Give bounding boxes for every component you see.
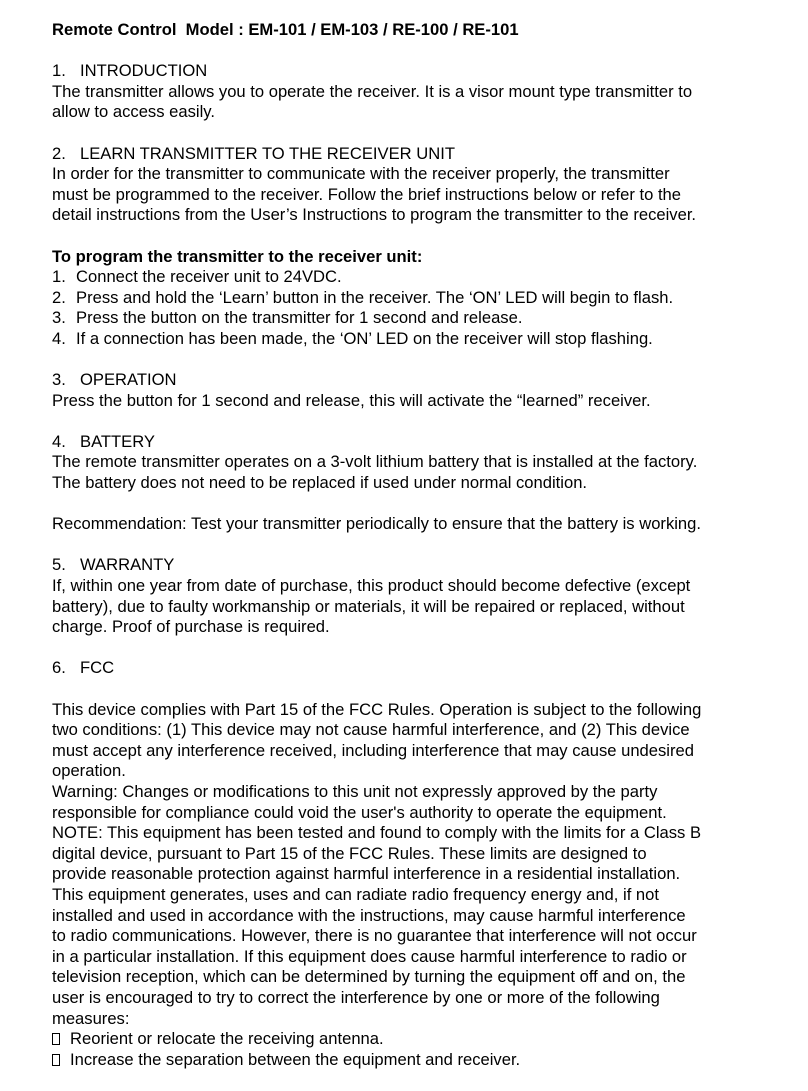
paragraph-line: The battery does not need to be replaced if used under normal condition. <box>52 473 588 493</box>
step-item: 4. If a connection has been made, the ‘ON’ LED on the receiver will stop flashing. <box>52 328 653 348</box>
paragraph-line: charge. Proof of purchase is required. <box>52 617 330 637</box>
paragraph-line: responsible for compliance could void the user's authority to operate the equipment. <box>52 802 667 822</box>
section-heading-learn: 2. LEARN TRANSMITTER TO THE RECEIVER UNIT <box>52 143 455 163</box>
paragraph-line: Warning: Changes or modifications to this unit not expressly approved by the party <box>52 781 658 801</box>
paragraph-line: provide reasonable protection against harmful interference in a residential installation. <box>52 864 681 884</box>
step-item: 1. Connect the receiver unit to 24VDC. <box>52 267 342 287</box>
paragraph-line: The remote transmitter operates on a 3-volt lithium battery that is installed at the factory. <box>52 452 698 472</box>
paragraph-line: detail instructions from the User’s Instructions to program the transmitter to the receiver. <box>52 205 697 225</box>
section-heading-warranty: 5. WARRANTY <box>52 555 175 575</box>
paragraph-line: Press the button for 1 second and release, this will activate the “learned” receiver. <box>52 390 651 410</box>
section-heading-operation: 3. OPERATION <box>52 370 177 390</box>
paragraph-line: In order for the transmitter to communicate with the receiver properly, the transmitter <box>52 164 670 184</box>
paragraph-line: digital device, pursuant to Part 15 of the FCC Rules. These limits are designed to <box>52 843 647 863</box>
recommendation-text: Recommendation: Test your transmitter periodically to ensure that the battery is working. <box>52 514 701 534</box>
paragraph-line: television reception, which can be determined by turning the equipment off and on, the <box>52 967 686 987</box>
program-heading: To program the transmitter to the receiver unit: <box>52 246 423 266</box>
paragraph-line: operation. <box>52 761 126 781</box>
section-heading-fcc: 6. FCC <box>52 658 115 678</box>
bullet-box-icon <box>52 1033 60 1045</box>
step-item: 3. Press the button on the transmitter for 1 second and release. <box>52 308 523 328</box>
paragraph-line: The transmitter allows you to operate the receiver. It is a visor mount type transmitter to <box>52 81 693 101</box>
document-title: Remote Control Model : EM-101 / EM-103 / RE-100 / RE-101 <box>52 20 519 39</box>
paragraph-line: NOTE: This equipment has been tested and found to comply with the limits for a Class B <box>52 823 702 843</box>
bullet-box-icon <box>52 1054 60 1066</box>
paragraph-line: measures: <box>52 1008 130 1028</box>
paragraph-line: battery), due to faulty workmanship or materials, it will be repaired or replaced, without <box>52 596 685 616</box>
paragraph-line: If, within one year from date of purchase, this product should become defective (except <box>52 576 691 596</box>
section-heading-battery: 4. BATTERY <box>52 431 155 451</box>
paragraph-line: to radio communications. However, there is no guarantee that interference will not occur <box>52 926 697 946</box>
paragraph-line: must accept any interference received, including interference that may cause undesired <box>52 740 694 760</box>
paragraph-line: in a particular installation. If this equipment does cause harmful interference to radio or <box>52 946 687 966</box>
paragraph-line: two conditions: (1) This device may not cause harmful interference, and (2) This device <box>52 720 690 740</box>
paragraph-line: This equipment generates, uses and can radiate radio frequency energy and, if not <box>52 884 659 904</box>
bullet-item: Increase the separation between the equipment and receiver. <box>52 1050 802 1071</box>
paragraph-line: This device complies with Part 15 of the FCC Rules. Operation is subject to the following <box>52 699 702 719</box>
paragraph-line: installed and used in accordance with the instructions, may cause harmful interference <box>52 905 686 925</box>
paragraph-line: allow to access easily. <box>52 102 215 122</box>
step-item: 2. Press and hold the ‘Learn’ button in the receiver. The ‘ON’ LED will begin to flash. <box>52 287 674 307</box>
document-page <box>52 20 802 1070</box>
section-heading-introduction: 1. INTRODUCTION <box>52 61 208 81</box>
paragraph-line: user is encouraged to try to correct the interference by one or more of the following <box>52 987 660 1007</box>
bullet-item: Reorient or relocate the receiving antenna. <box>52 1029 802 1050</box>
paragraph-line: must be programmed to the receiver. Follow the brief instructions below or refer to the <box>52 184 682 204</box>
